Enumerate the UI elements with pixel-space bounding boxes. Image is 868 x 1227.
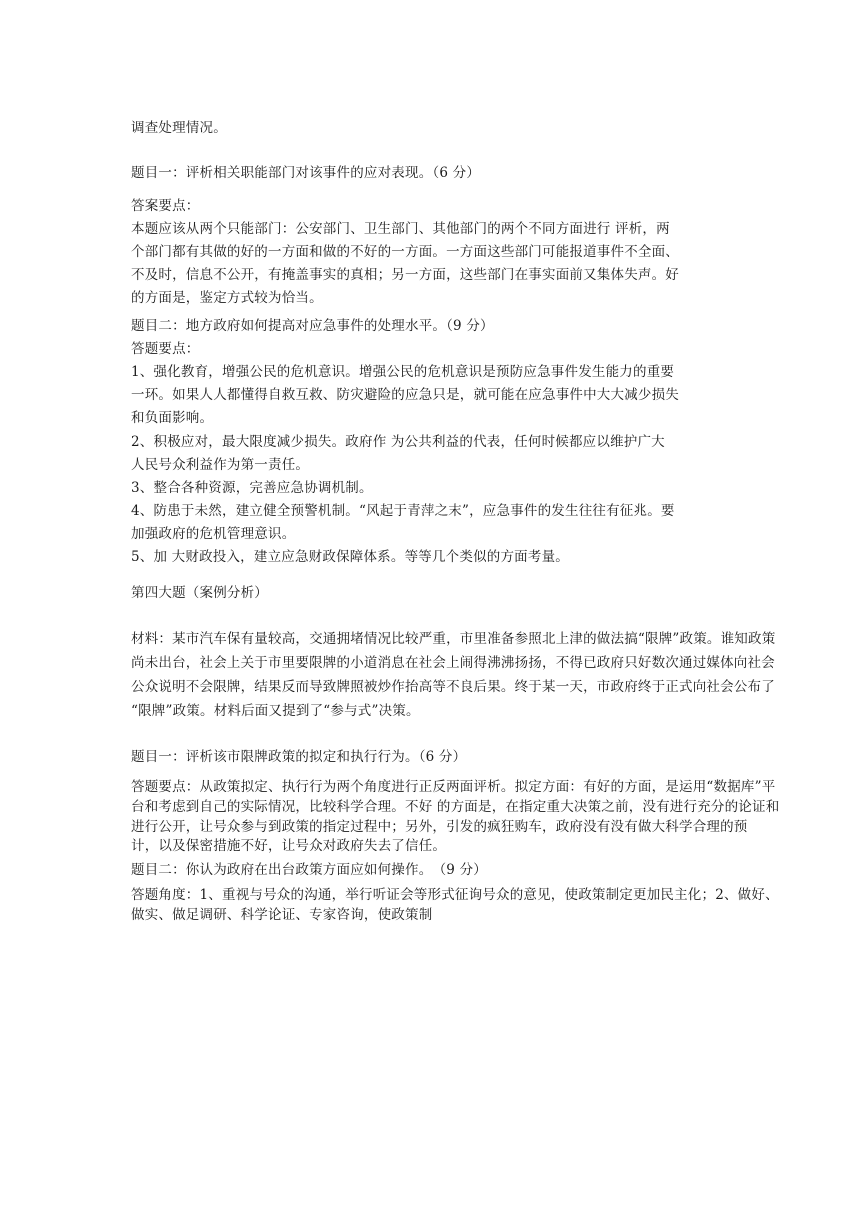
material-line: 材料：某市汽车保有量较高，交通拥堵情况比较严重，市里准备参照北上津的做法搞“限牌”政策。谁知政策 <box>131 631 776 647</box>
s3-q2-line: 1、强化教育，增强公民的危机意识。增强公民的危机意识是预防应急事件发生能力的重要 <box>131 364 675 380</box>
material-line: 公众说明不会限牌，结果反而导致牌照被炒作抬高等不良后果。终于某一天，市政府终于正式向社会公布了 <box>131 679 775 695</box>
s3-q1-title: 题目一：评析相关职能部门对该事件的应对表现。（6 分） <box>131 165 481 181</box>
s4-q2-line: 答题角度：1、重视与号众的沟通，举行听证会等形式征询号众的意见，使政策制定更加民主化；2、做好、 <box>131 887 779 903</box>
s3-q2-line: 3、整合各种资源，完善应急协调机制。 <box>131 480 373 496</box>
material-line: 尚未出台，社会上关于市里要限牌的小道消息在社会上闹得沸沸扬扬，不得已政府只好数次通过媒体向社会 <box>131 655 775 671</box>
s3-q2-line: 人民号众利益作为第一责任。 <box>131 457 310 473</box>
s3-q1-line: 个部门都有其做的好的一方面和做的不好的一方面。一方面这些部门可能报道事件不全面、 <box>131 244 679 260</box>
s4-q1-line: 计，以及保密措施不好，让号众对政府失去了信任。 <box>131 838 447 854</box>
section4-heading: 第四大题（案例分析） <box>131 585 268 601</box>
s4-q1-title: 题目一：评析该市限牌政策的拟定和执行行为。（6 分） <box>131 749 467 765</box>
s3-q1-line: 的方面是，鉴定方式较为恰当。 <box>131 290 323 306</box>
s4-q2-line: 做实、做足调研、科学论证、专家咨询，使政策制 <box>131 907 433 923</box>
s3-q2-line: 2、积极应对，最大限度减少损失。政府作 为公共利益的代表，任何时候都应以维护广大 <box>131 434 665 450</box>
s3-q2-line: 和负面影响。 <box>131 410 214 426</box>
material-line: “限牌”政策。材料后面又提到了“参与式”决策。 <box>131 703 420 719</box>
s3-q1-line: 本题应该从两个只能部门：公安部门、卫生部门、其他部门的两个不同方面进行 评析，两 <box>131 221 670 237</box>
s4-q2-title: 题目二：你认为政府在出台政策方面应如何操作。 （9 分） <box>131 862 487 878</box>
s3-q1-line: 不及时，信息不公开，有掩盖事实的真相；另一方面，这些部门在事实面前又集体失声。好 <box>131 267 679 283</box>
s4-q1-line: 进行公开，让号众参与到政策的指定过程中；另外，引发的疯狂购车，政府没有没有做大科学合理的预 <box>131 819 748 835</box>
s3-q2-line: 4、防患于未然，建立健全预警机制。“风起于青萍之末”，应急事件的发生往往有征兆。要 <box>131 503 675 519</box>
s3-q2-line: 加强政府的危机管理意识。 <box>131 526 296 542</box>
s3-q2-line: 一环。如果人人都懂得自救互救、防灾避险的应急只是，就可能在应急事件中大大减少损失 <box>131 387 679 403</box>
s4-q1-line: 答题要点：从政策拟定、执行行为两个角度进行正反两面评析。拟定方面：有好的方面，是运用“数据库”平 <box>131 779 776 795</box>
s3-q1-answer-label: 答案要点： <box>131 198 200 214</box>
s4-q1-line: 台和考虑到自己的实际情况，比较科学合理。不好 的方面是，在指定重大决策之前，没有进行充分的论证和 <box>131 799 780 815</box>
s3-q2-line: 5、加 大财政投入，建立应急财政保障体系。等等几个类似的方面考量。 <box>131 549 569 565</box>
s3-q2-answer-label: 答题要点： <box>131 341 200 357</box>
opening-line: 调查处理情况。 <box>131 120 227 136</box>
s3-q2-title: 题目二：地方政府如何提高对应急事件的处理水平。（9 分） <box>131 318 494 334</box>
